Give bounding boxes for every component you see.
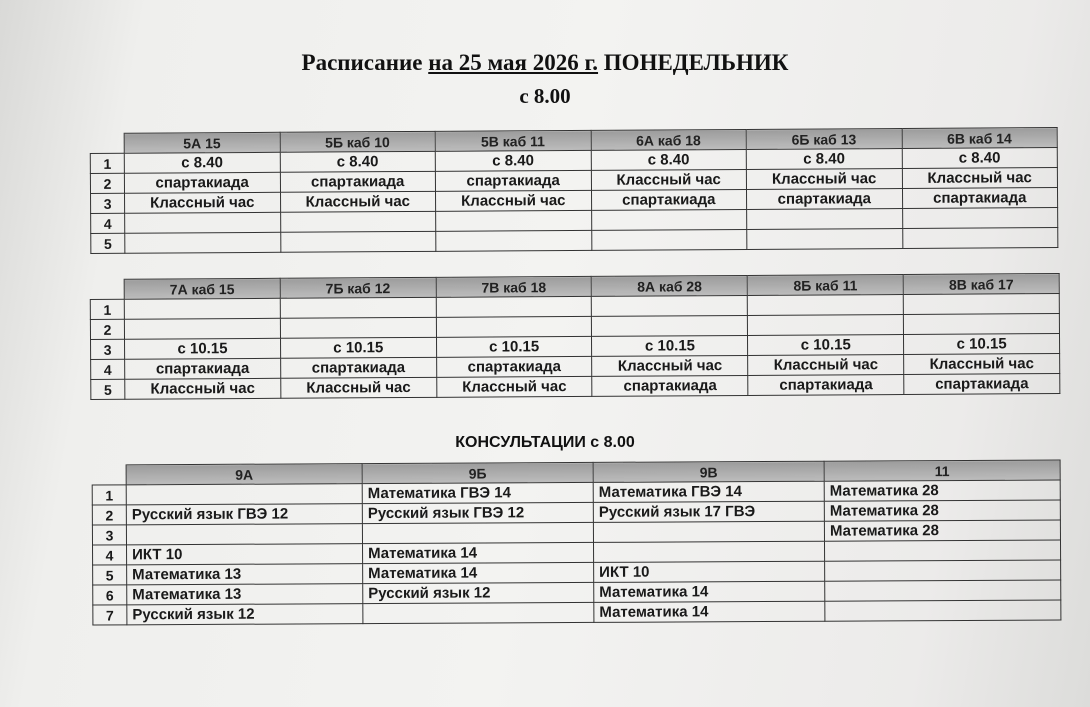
row-number: 5 xyxy=(93,565,127,585)
table-cell xyxy=(280,211,436,232)
table-cell: Математика 14 xyxy=(594,581,825,602)
table-cell: с 10.15 xyxy=(280,337,436,358)
column-header: 5В каб 11 xyxy=(435,130,591,151)
table-cell xyxy=(125,232,281,253)
column-header: 9Б xyxy=(362,462,593,483)
table-cell: Классный час xyxy=(591,169,747,190)
table-cell: ИКТ 10 xyxy=(127,544,363,565)
table-cell: с 8.40 xyxy=(435,150,591,171)
table-cell: спартакиада xyxy=(280,171,436,192)
table-cell: с 8.40 xyxy=(124,152,280,173)
table-cell xyxy=(904,314,1060,335)
table-cell: с 8.40 xyxy=(902,148,1058,169)
table-cell: с 8.40 xyxy=(746,148,902,169)
row-number: 7 xyxy=(93,605,127,625)
column-header: 8А каб 28 xyxy=(592,275,748,296)
table-cell xyxy=(125,212,281,233)
column-header: 9А xyxy=(126,464,362,485)
table-cell: с 8.40 xyxy=(280,151,436,172)
lesson-number: 5 xyxy=(91,233,125,253)
table-cell: Математика 14 xyxy=(363,542,594,563)
row-number: 4 xyxy=(93,545,127,565)
title-date: на 25 мая 2026 г. xyxy=(428,50,599,75)
table-cell: с 10.15 xyxy=(748,334,904,355)
table-cell: Математика 28 xyxy=(824,480,1060,501)
table-cell xyxy=(280,317,436,338)
row-number: 1 xyxy=(92,485,126,505)
lesson-number: 2 xyxy=(90,319,124,339)
lesson-number: 3 xyxy=(91,339,125,359)
table-cell xyxy=(124,298,280,319)
table-cell: спартакиада xyxy=(125,358,281,379)
table-cell: Русский язык 12 xyxy=(127,604,363,625)
lesson-number: 3 xyxy=(91,193,125,213)
start-time: с 8.00 xyxy=(519,84,571,108)
table-cell: спартакиада xyxy=(904,374,1060,395)
table-cell: спартакиада xyxy=(902,188,1058,209)
table-cell: спартакиада xyxy=(748,374,904,395)
table-cell xyxy=(747,208,903,229)
table-cell: Классный час xyxy=(748,354,904,375)
table-cell: Русский язык ГВЭ 12 xyxy=(362,502,593,523)
table-cell: Классный час xyxy=(902,168,1058,189)
table-cell xyxy=(825,560,1061,581)
table-cell xyxy=(747,228,903,249)
table-cell xyxy=(593,541,824,562)
column-header: 5Б каб 10 xyxy=(280,131,436,152)
table-cell xyxy=(436,210,592,231)
table-cell xyxy=(748,314,904,335)
table-cell: с 10.15 xyxy=(592,335,748,356)
lesson-number: 4 xyxy=(91,213,125,233)
table-cell: Классный час xyxy=(125,378,281,399)
table-cell: с 10.15 xyxy=(436,336,592,357)
table-cell: Математика ГВЭ 14 xyxy=(593,481,824,502)
column-header: 7А каб 15 xyxy=(124,278,280,299)
table-cell: Русский язык 12 xyxy=(363,582,594,603)
schedule-table-grades-5-6 xyxy=(90,127,1059,254)
table-cell: спартакиада xyxy=(591,189,747,210)
table-cell xyxy=(436,230,592,251)
table-row xyxy=(93,600,1061,625)
table-cell xyxy=(903,294,1059,315)
column-header: 7В каб 18 xyxy=(436,276,592,297)
table-cell xyxy=(591,209,747,230)
table-cell xyxy=(126,524,362,545)
table-cell: Математика 28 xyxy=(824,500,1060,521)
table-cell xyxy=(436,296,592,317)
column-header: 6Б каб 13 xyxy=(746,128,902,149)
column-header: 11 xyxy=(824,460,1060,481)
lesson-number: 1 xyxy=(90,153,124,173)
table-cell: Русский язык ГВЭ 12 xyxy=(126,504,362,525)
table-cell xyxy=(436,316,592,337)
table-cell: Математика 13 xyxy=(127,584,363,605)
table-cell: Классный час xyxy=(281,377,437,398)
row-number: 6 xyxy=(93,585,127,605)
column-header: 9В xyxy=(593,461,824,482)
consultations-table xyxy=(92,459,1062,625)
table-cell xyxy=(280,297,436,318)
column-header: 6В каб 14 xyxy=(902,128,1058,149)
table-cell: Математика 28 xyxy=(824,520,1060,541)
table-cell xyxy=(902,208,1058,229)
table-cell xyxy=(902,228,1058,249)
table-cell xyxy=(825,600,1061,621)
table-cell: Математика ГВЭ 14 xyxy=(362,482,593,503)
header-corner xyxy=(90,133,124,153)
table-cell: Классный час xyxy=(592,355,748,376)
header-corner xyxy=(92,465,126,485)
consultations-heading: КОНСУЛЬТАЦИИ с 8.00 xyxy=(455,434,635,451)
table-cell: Математика 14 xyxy=(594,601,825,622)
table-cell xyxy=(593,521,824,542)
table-cell: спартакиада xyxy=(124,172,280,193)
schedule-table-grades-7-8 xyxy=(90,273,1061,400)
table-cell xyxy=(825,580,1061,601)
table-cell xyxy=(591,229,747,250)
row-number: 3 xyxy=(92,525,126,545)
table-cell: Классный час xyxy=(280,191,436,212)
column-header: 6А каб 18 xyxy=(591,129,747,150)
page-title xyxy=(0,50,1090,76)
table-cell: с 8.40 xyxy=(591,149,747,170)
table-cell: Классный час xyxy=(436,190,592,211)
table-cell: ИКТ 10 xyxy=(594,561,825,582)
lesson-number: 4 xyxy=(91,359,125,379)
table-cell: Классный час xyxy=(904,354,1060,375)
lesson-number: 5 xyxy=(91,379,125,399)
table-cell: с 10.15 xyxy=(904,334,1060,355)
table-cell xyxy=(748,294,904,315)
column-header: 7Б каб 12 xyxy=(280,277,436,298)
table-cell xyxy=(592,295,748,316)
title-weekday: ПОНЕДЕЛЬНИК xyxy=(598,50,789,75)
table-cell: спартакиада xyxy=(435,170,591,191)
table-cell xyxy=(280,231,436,252)
column-header: 8В каб 17 xyxy=(903,274,1059,295)
table-cell xyxy=(362,522,593,543)
table-cell xyxy=(124,318,280,339)
table-cell: Классный час xyxy=(746,168,902,189)
table-cell: Русский язык 17 ГВЭ xyxy=(593,501,824,522)
table-cell xyxy=(126,484,362,505)
table-cell xyxy=(363,602,594,623)
column-header: 8Б каб 11 xyxy=(747,274,903,295)
lesson-number: 1 xyxy=(90,299,124,319)
table-cell: спартакиада xyxy=(592,375,748,396)
table-cell: с 10.15 xyxy=(125,338,281,359)
table-cell xyxy=(824,540,1060,561)
row-number: 2 xyxy=(92,505,126,525)
column-header: 5А 15 xyxy=(124,132,280,153)
table-cell: Классный час xyxy=(436,376,592,397)
table-cell: спартакиада xyxy=(280,357,436,378)
table-cell: спартакиада xyxy=(436,356,592,377)
table-cell: спартакиада xyxy=(746,188,902,209)
table-cell: Классный час xyxy=(125,192,281,213)
table-cell xyxy=(592,315,748,336)
table-cell: Математика 13 xyxy=(127,564,363,585)
lesson-number: 2 xyxy=(90,173,124,193)
header-corner xyxy=(90,279,124,299)
table-cell: Математика 14 xyxy=(363,562,594,583)
title-prefix: Расписание xyxy=(301,50,429,75)
